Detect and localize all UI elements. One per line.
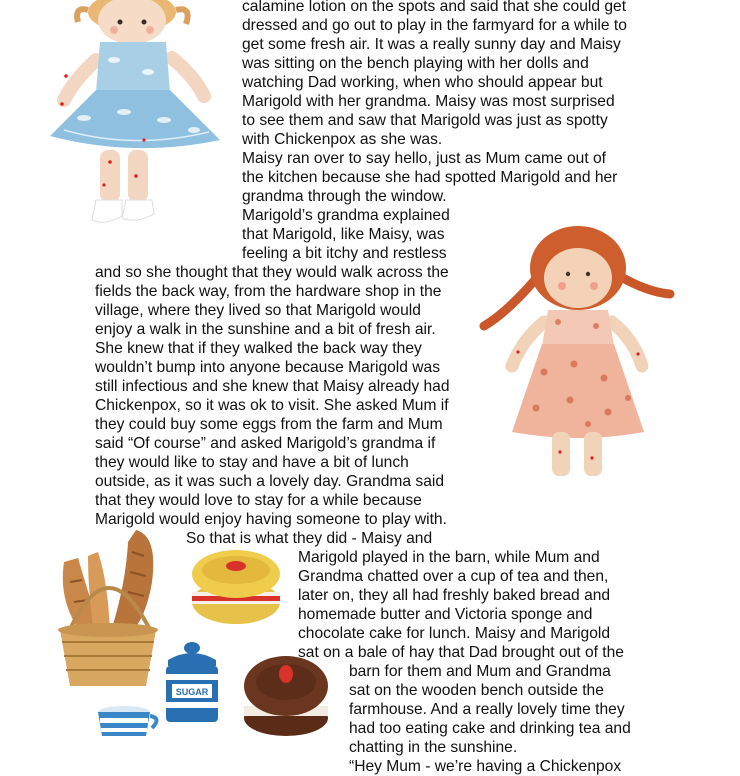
story-line: Marigold would enjoy having someone to play with.	[95, 511, 447, 528]
story-line: barn for them and Mum and Grandma	[349, 663, 611, 680]
story-line: Marigold played in the barn, while Mum and	[298, 549, 600, 566]
story-line: homemade butter and Victoria sponge and	[298, 606, 593, 623]
story-line: calamine lotion on the spots and said that she could get	[242, 0, 627, 15]
story-line: dressed and go out to play in the farmyard for a while to	[242, 17, 627, 34]
story-line: Marigold with her grandma. Maisy was most surprised	[242, 93, 615, 110]
story-line: sat on the wooden bench outside the	[349, 682, 604, 699]
victoria-sponge-illustration	[188, 540, 284, 632]
story-line: grandma through the window.	[242, 188, 447, 205]
story-line: She knew that if they walked the back way they	[95, 340, 422, 357]
sugar-jar-label: SUGAR	[175, 687, 209, 697]
story-line: still infectious and she knew that Maisy already had	[95, 378, 450, 395]
story-line: farmhouse. And a really lovely time they	[349, 701, 625, 718]
story-line: So that is what they did - Maisy and	[186, 530, 433, 547]
story-line: the kitchen because she had spotted Marigold and her	[242, 169, 618, 186]
bread-basket-illustration	[48, 522, 168, 694]
story-line: that they would love to stay for a while because	[95, 492, 422, 509]
story-line: sat on a bale of hay that Dad brought out of the	[298, 644, 624, 661]
story-line: later on, they all had freshly baked bread and	[298, 587, 611, 604]
story-line: Maisy ran over to say hello, just as Mum came out of	[242, 150, 607, 167]
story-line: had too eating cake and drinking tea and	[349, 720, 631, 737]
story-line: Marigold’s grandma explained	[242, 207, 450, 224]
story-line: Grandma chatted over a cup of tea and then,	[298, 568, 609, 585]
story-line: and so she thought that they would walk across the	[95, 264, 449, 281]
story-line: was sitting on the bench playing with her dolls and	[242, 55, 589, 72]
story-line: to see them and saw that Marigold was just as spotty	[242, 112, 608, 129]
story-line: village, where they lived so that Marigold would	[95, 302, 421, 319]
story-line: outside, as it was such a lovely day. Grandma said	[95, 473, 445, 490]
story-line: “Hey Mum - we’re having a Chickenpox	[349, 758, 622, 775]
story-line: wouldn’t bump into anyone because Marigold was	[95, 359, 441, 376]
story-line: said “Of course” and asked Marigold’s grandma if	[95, 435, 436, 452]
story-line: they could buy some eggs from the farm and Mum	[95, 416, 443, 433]
story-line: fields the back way, from the hardware shop in the	[95, 283, 442, 300]
story-line: watching Dad working, when who should appear but	[242, 74, 603, 91]
story-line: enjoy a walk in the sunshine and a bit of fresh air.	[95, 321, 436, 338]
story-line: feeling a bit itchy and restless	[242, 245, 447, 262]
teacup-illustration	[96, 704, 160, 736]
story-line: with Chickenpox as she was.	[242, 131, 443, 148]
marigold-doll-illustration	[478, 222, 678, 484]
story-line: chocolate cake for lunch. Maisy and Marigold	[298, 625, 611, 642]
story-line: chatting in the sunshine.	[349, 739, 518, 756]
sugar-jar-illustration	[160, 640, 224, 724]
maisy-doll-illustration	[44, 0, 224, 230]
story-line: they would like to stay and have a bit of lunch	[95, 454, 409, 471]
story-line: that Marigold, like Maisy, was	[242, 226, 445, 243]
story-line: Chickenpox, so it was ok to visit. She asked Mum if	[95, 397, 449, 414]
story-line: get some fresh air. It was a really sunny day and Maisy	[242, 36, 621, 53]
